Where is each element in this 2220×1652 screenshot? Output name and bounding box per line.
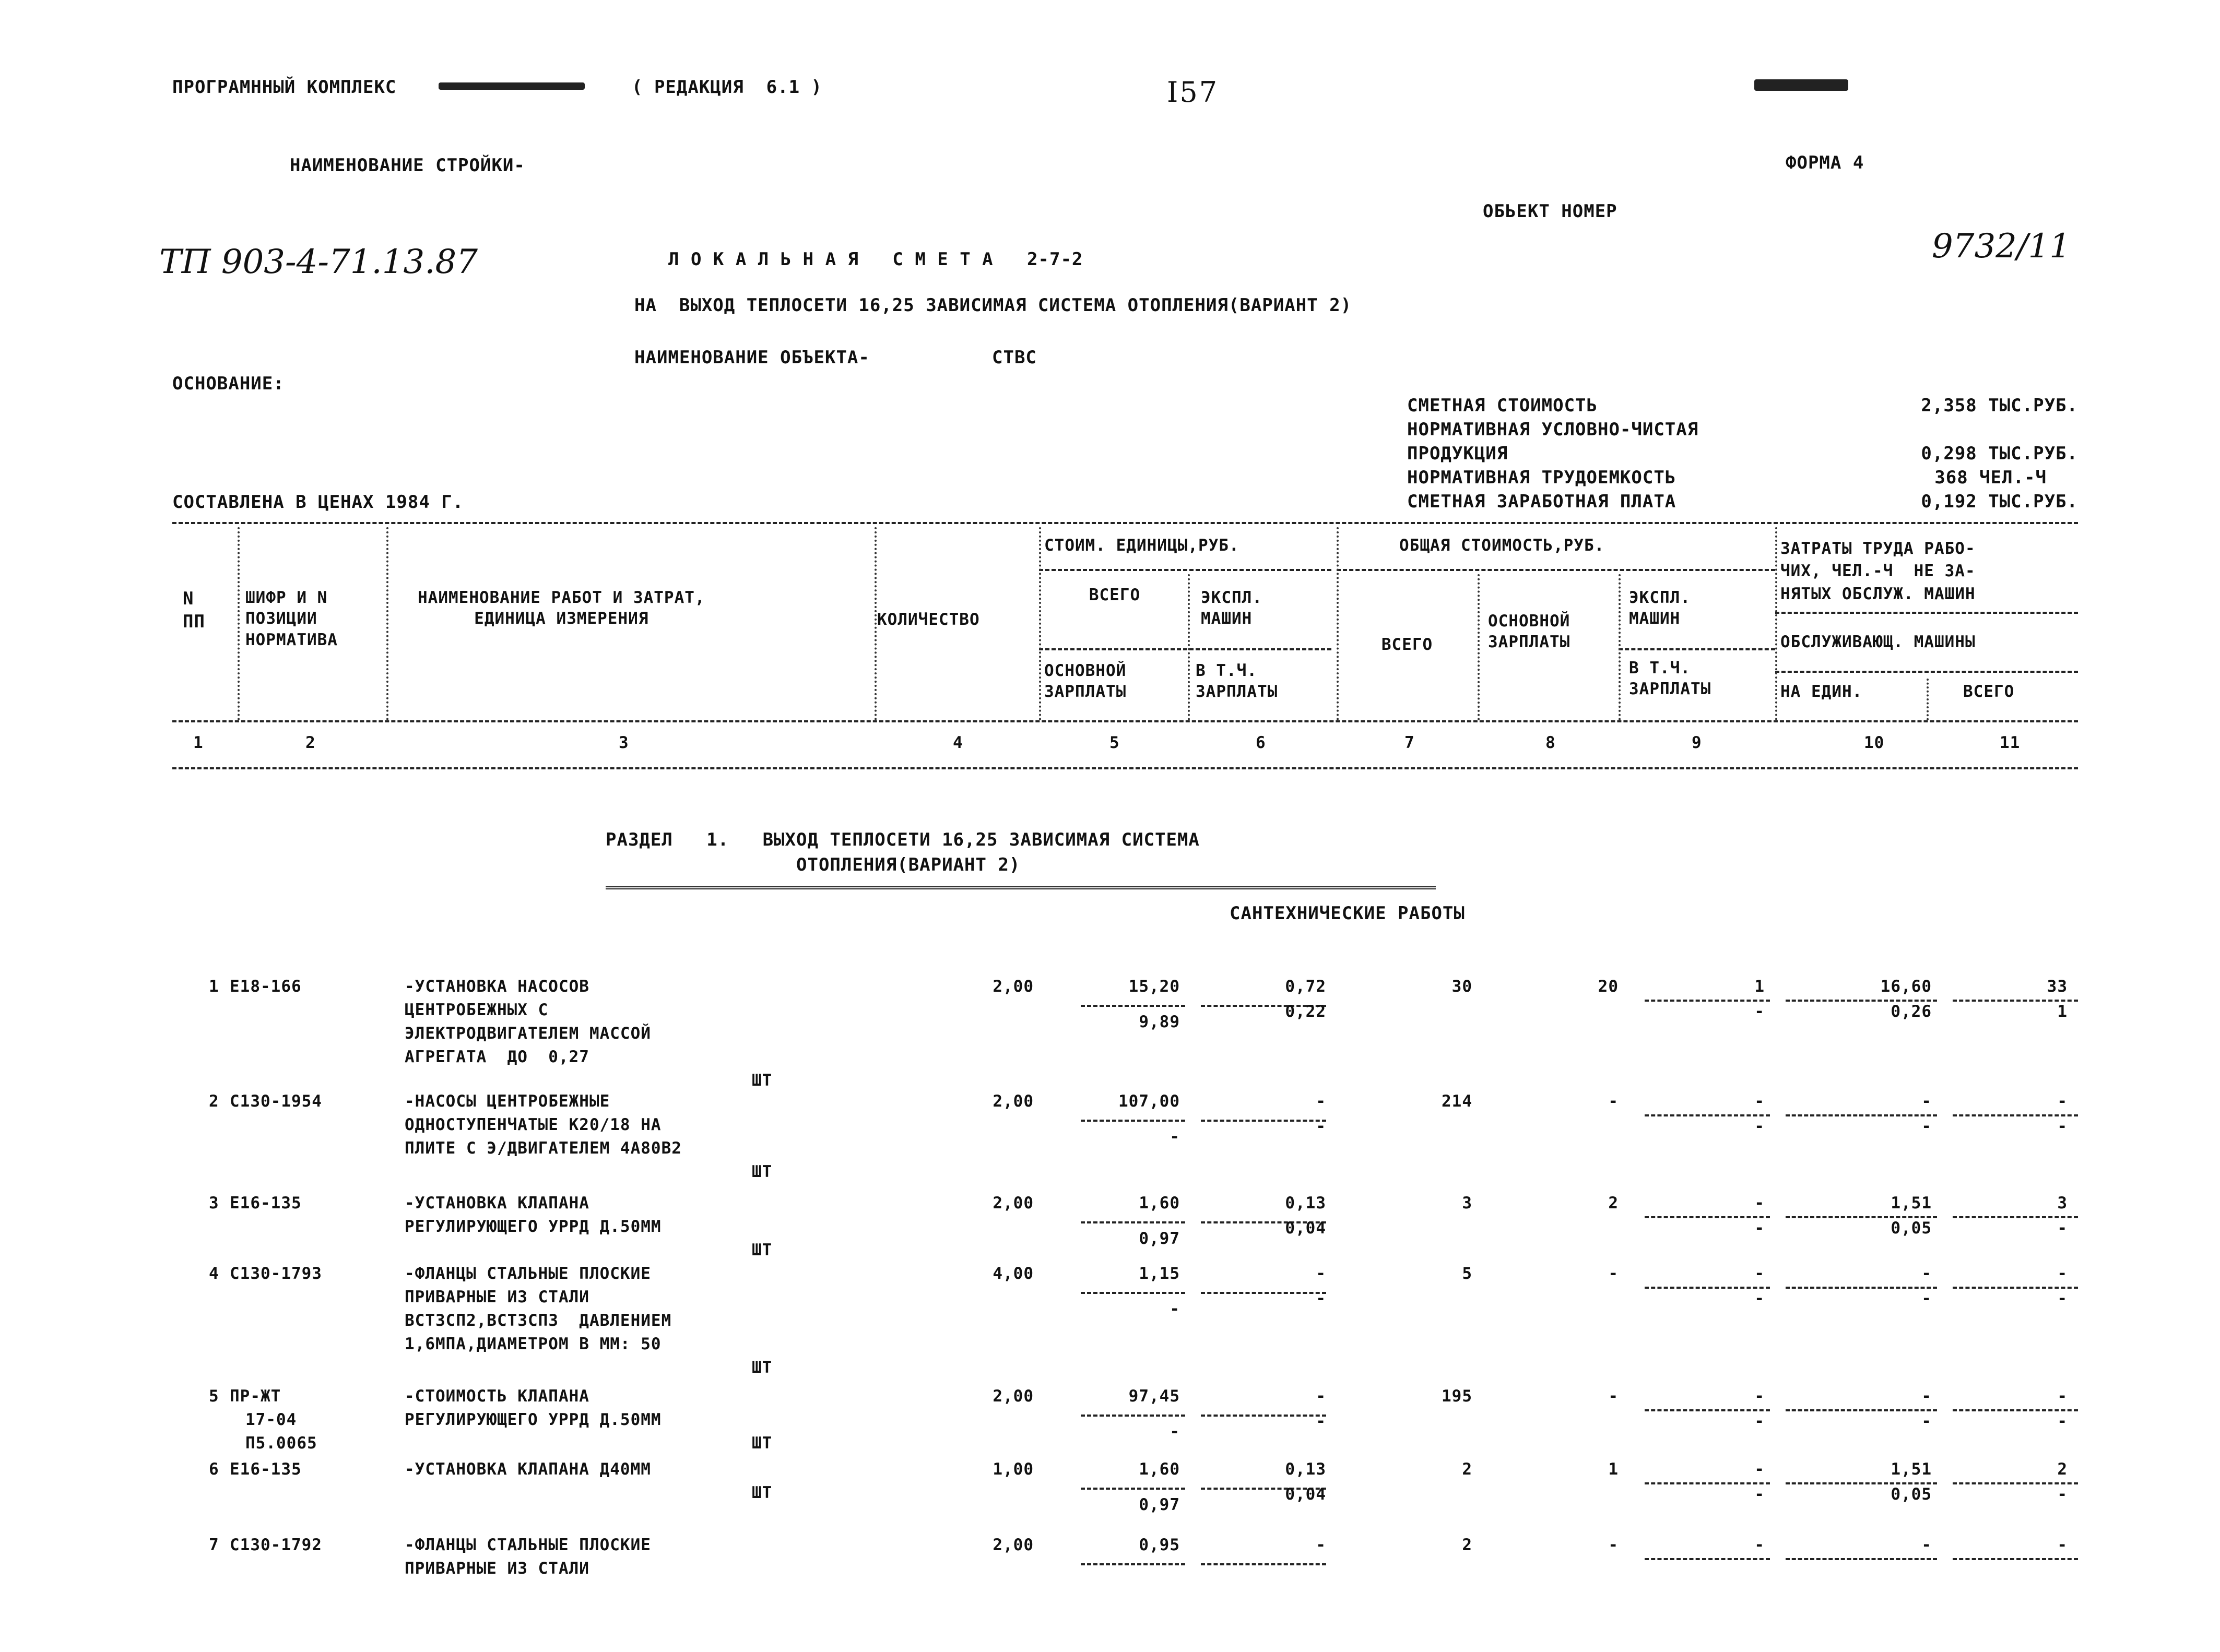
machine-wages: -: [1754, 1002, 1765, 1021]
labor-per-unit: -: [1921, 1536, 1932, 1554]
total-cost: 2: [1462, 1460, 1472, 1479]
summary-label: НОРМАТИВНАЯ ТРУДОЕМКОСТЬ: [1407, 467, 1676, 488]
column-number: 3: [619, 733, 629, 752]
labor-machines-total: 1: [2057, 1002, 2068, 1021]
norm-code: П5.0065: [245, 1434, 317, 1453]
handwritten-number: 9732/11: [1932, 227, 2071, 266]
row-number: 6: [209, 1460, 219, 1479]
site-label: НАИМЕНОВАНИЕ СТРОЙКИ-: [290, 155, 525, 176]
cell-divider: [1081, 1415, 1185, 1417]
cell-divider: [1081, 1292, 1185, 1294]
labor-per-unit: -: [1921, 1092, 1932, 1111]
unit-wages: -: [1170, 1422, 1180, 1441]
unit-label: ШТ: [752, 1162, 773, 1181]
work-name-line: -ФЛАНЦЫ СТАЛЬНЫЕ ПЛОСКИЕ: [405, 1264, 651, 1283]
labor-machines-unit: -: [1921, 1289, 1932, 1308]
cell-divider: [1081, 1221, 1185, 1223]
machine-wages: -: [1754, 1117, 1765, 1136]
object-label: ОБЬЕКТ НОМЕР: [1483, 201, 1617, 222]
column-number: 10: [1864, 733, 1885, 752]
quantity: 2,00: [993, 1387, 1034, 1406]
cell-divider: [1953, 1000, 2078, 1002]
labor-per-unit: -: [1921, 1264, 1932, 1283]
cell-divider: [1645, 1409, 1770, 1411]
work-name-line: ЦЕНТРОБЕЖНЫХ С: [405, 1001, 549, 1019]
labor-machines-total: -: [2057, 1219, 2068, 1238]
summary-label: СМЕТНАЯ СТОИМОСТЬ: [1407, 395, 1598, 416]
tp-code: ТП 903-4-71.13.87: [159, 243, 478, 281]
work-name-line: ПЛИТЕ С Э/ДВИГАТЕЛЕМ 4А80В2: [405, 1139, 682, 1158]
row-number: 2: [209, 1092, 219, 1111]
machine-cost: -: [1754, 1536, 1765, 1554]
cell-divider: [1645, 1558, 1770, 1560]
unit-label: ШТ: [752, 1241, 773, 1259]
machine-cost: -: [1754, 1387, 1765, 1406]
unit-cost-total: 0,95: [1139, 1536, 1180, 1554]
quantity: 2,00: [993, 1194, 1034, 1213]
estimate-subject: НА ВЫХОД ТЕПЛОСЕТИ 16,25 ЗАВИСИМАЯ СИСТЕМА ОТОПЛЕНИЯ(ВАРИАНТ 2): [634, 295, 1352, 316]
base-wages: 20: [1598, 977, 1619, 996]
machine-cost: -: [1754, 1264, 1765, 1283]
col-header-2: ШИФР И N ПОЗИЦИИ НОРМАТИВА: [245, 588, 338, 649]
unit-cost-machines: -: [1316, 1264, 1326, 1283]
cell-divider: [1786, 1287, 1937, 1289]
unit-cost-machines: 0,72: [1285, 977, 1326, 996]
cell-divider: [1786, 1558, 1937, 1560]
labor-total: -: [2057, 1092, 2068, 1111]
labor-machines-unit: 0,05: [1891, 1485, 1932, 1504]
norm-code: Е16-135: [230, 1194, 302, 1213]
total-cost: 3: [1462, 1194, 1472, 1213]
unit-cost-total: 107,00: [1118, 1092, 1180, 1111]
column-number: 6: [1256, 733, 1266, 752]
col-header-1: N ПП: [183, 588, 205, 633]
col-header-10: НА ЕДИН.: [1780, 682, 1863, 701]
estimate-title: Л О К А Л Ь Н А Я С М Е Т А 2-7-2: [668, 249, 1083, 270]
total-cost: 2: [1462, 1536, 1472, 1554]
section-subtitle: САНТЕХНИЧЕСКИЕ РАБОТЫ: [1230, 903, 1465, 924]
col-header-11: ВСЕГО: [1963, 682, 2015, 701]
col-header-6-bottom: В Т.Ч. ЗАРПЛАТЫ: [1196, 661, 1278, 702]
col-header-9-top: ЭКСПЛ. МАШИН: [1629, 588, 1691, 628]
column-number: 7: [1404, 733, 1415, 752]
machine-wages: -: [1754, 1412, 1765, 1431]
unit-machine-wages: 0,04: [1285, 1219, 1326, 1238]
labor-header-machines: ОБСЛУЖИВАЮЩ. МАШИНЫ: [1780, 633, 1976, 651]
unit-cost-total: 1,60: [1139, 1194, 1180, 1213]
base-wages: 1: [1608, 1460, 1619, 1479]
cell-divider: [1953, 1114, 2078, 1116]
cell-divider: [1645, 1287, 1770, 1289]
labor-total: 33: [2047, 977, 2068, 996]
labor-machines-unit: -: [1921, 1412, 1932, 1431]
column-number: 8: [1545, 733, 1556, 752]
cell-divider: [1953, 1287, 2078, 1289]
unit-label: ШТ: [752, 1483, 773, 1502]
unit-cost-machines: -: [1316, 1092, 1326, 1111]
labor-machines-total: -: [2057, 1289, 2068, 1308]
machine-cost: -: [1754, 1092, 1765, 1111]
cell-divider: [1081, 1563, 1185, 1565]
work-name-line: ЭЛЕКТРОДВИГАТЕЛЕМ МАССОЙ: [405, 1024, 651, 1043]
work-name-line: -УСТАНОВКА КЛАПАНА: [405, 1194, 589, 1213]
labor-per-unit: 1,51: [1891, 1194, 1932, 1213]
cell-divider: [1645, 1000, 1770, 1002]
column-number: 2: [305, 733, 316, 752]
redacted-mark: [439, 82, 585, 90]
labor-machines-total: -: [2057, 1412, 2068, 1431]
labor-total: -: [2057, 1536, 2068, 1554]
work-name-line: ПРИВАРНЫЕ ИЗ СТАЛИ: [405, 1559, 589, 1578]
cell-divider: [1786, 1114, 1937, 1116]
divider: [1775, 612, 2078, 614]
column-separator: [238, 527, 240, 720]
quantity: 2,00: [993, 1092, 1034, 1111]
labor-machines-total: -: [2057, 1117, 2068, 1136]
cell-divider: [1201, 1563, 1326, 1565]
col-header-6-top: ЭКСПЛ. МАШИН: [1201, 588, 1262, 628]
row-number: 5: [209, 1387, 219, 1406]
cell-divider: [1081, 1488, 1185, 1490]
norm-code: С130-1792: [230, 1536, 322, 1554]
basis-label: ОСНОВАНИЕ:: [172, 373, 285, 394]
col-header-5-bottom: ОСНОВНОЙ ЗАРПЛАТЫ: [1044, 661, 1127, 702]
base-wages: -: [1608, 1264, 1619, 1283]
col-header-7: ВСЕГО: [1381, 635, 1433, 654]
summary-value: 368 ЧЕЛ.-Ч: [1934, 467, 2047, 488]
object-name-label: НАИМЕНОВАНИЕ ОБЪЕКТА-: [634, 347, 870, 368]
section-underline: [606, 886, 1436, 889]
work-name-line: ВСТ3СП2,ВСТ3СП3 ДАВЛЕНИЕМ: [405, 1311, 672, 1330]
form-label: ФОРМА 4: [1786, 152, 1864, 173]
unit-machine-wages: 0,04: [1285, 1485, 1326, 1504]
col-header-5-top: ВСЕГО: [1089, 586, 1141, 604]
cell-divider: [1786, 1482, 1937, 1484]
machine-wages: -: [1754, 1289, 1765, 1308]
edition-label: ( РЕДАКЦИЯ 6.1 ): [632, 77, 822, 98]
work-name-line: АГРЕГАТА ДО 0,27: [405, 1048, 589, 1066]
cell-divider: [1953, 1482, 2078, 1484]
column-number: 5: [1109, 733, 1120, 752]
machine-cost: 1: [1754, 977, 1765, 996]
unit-wages: -: [1170, 1127, 1180, 1146]
cell-divider: [1953, 1558, 2078, 1560]
work-name-line: -УСТАНОВКА КЛАПАНА Д40ММ: [405, 1460, 651, 1479]
column-separator: [1337, 527, 1339, 720]
labor-total: 2: [2057, 1460, 2068, 1479]
labor-per-unit: 1,51: [1891, 1460, 1932, 1479]
work-name-line: -НАСОСЫ ЦЕНТРОБЕЖНЫЕ: [405, 1092, 610, 1111]
norm-code: Е16-135: [230, 1460, 302, 1479]
norm-code: Е18-166: [230, 977, 302, 996]
unit-label: ШТ: [752, 1071, 773, 1090]
cell-divider: [1953, 1409, 2078, 1411]
summary-value: 2,358 ТЫС.РУБ.: [1921, 395, 2078, 416]
total-cost: 30: [1451, 977, 1472, 996]
cell-divider: [1786, 1000, 1937, 1002]
col-header-8: ОСНОВНОЙ ЗАРПЛАТЫ: [1488, 612, 1570, 652]
unit-machine-wages: -: [1316, 1289, 1326, 1308]
divider: [172, 522, 2078, 524]
column-separator: [1619, 574, 1621, 720]
unit-cost-machines: 0,13: [1285, 1194, 1326, 1213]
quantity: 2,00: [993, 1536, 1034, 1554]
base-wages: -: [1608, 1092, 1619, 1111]
cell-divider: [1645, 1114, 1770, 1116]
section-title: РАЗДЕЛ 1. ВЫХОД ТЕПЛОСЕТИ 16,25 ЗАВИСИМАЯ СИСТЕМА: [606, 829, 1200, 850]
summary-label: НОРМАТИВНАЯ УСЛОВНО-ЧИСТАЯ: [1407, 419, 1699, 440]
work-name-line: РЕГУЛИРУЮЩЕГО УРРД Д.50ММ: [405, 1410, 662, 1429]
column-separator: [1188, 574, 1190, 720]
norm-code: С130-1793: [230, 1264, 322, 1283]
cell-divider: [1786, 1409, 1937, 1411]
unit-machine-wages: -: [1316, 1117, 1326, 1136]
unit-wages: 0,97: [1139, 1229, 1180, 1248]
unit-cost-total: 15,20: [1128, 977, 1180, 996]
col-header-9-bottom: В Т.Ч. ЗАРПЛАТЫ: [1629, 659, 1711, 699]
unit-wages: -: [1170, 1300, 1180, 1318]
norm-code: ПР-ЖТ: [230, 1387, 281, 1406]
column-separator: [1927, 679, 1929, 720]
column-number: 9: [1692, 733, 1702, 752]
work-name-line: РЕГУЛИРУЮЩЕГО УРРД Д.50ММ: [405, 1217, 662, 1236]
object-name: СТВС: [992, 347, 1037, 368]
labor-header: ЗАТРАТЫ ТРУДА РАБО- ЧИХ, ЧЕЛ.-Ч НЕ ЗА- НЯТЫХ ОБСЛУЖ. МАШИН: [1780, 539, 1976, 603]
divider: [1039, 569, 1331, 571]
divider: [1039, 648, 1331, 650]
column-number: 11: [2000, 733, 2021, 752]
work-name-line: -ФЛАНЦЫ СТАЛЬНЫЕ ПЛОСКИЕ: [405, 1536, 651, 1554]
summary-value: 0,298 ТЫС.РУБ.: [1921, 443, 2078, 464]
labor-machines-unit: 0,26: [1891, 1002, 1932, 1021]
machine-wages: -: [1754, 1485, 1765, 1504]
base-wages: -: [1608, 1536, 1619, 1554]
divider: [172, 767, 2078, 769]
unit-machine-wages: 0,22: [1285, 1002, 1326, 1021]
unit-cost-total: 1,15: [1139, 1264, 1180, 1283]
column-separator: [1039, 527, 1041, 720]
total-cost-header: ОБЩАЯ СТОИМОСТЬ,РУБ.: [1399, 536, 1605, 555]
row-number: 1: [209, 977, 219, 996]
stamp-mark: [1754, 79, 1848, 91]
unit-cost-header: СТОИМ. ЕДИНИЦЫ,РУБ.: [1044, 536, 1239, 555]
unit-cost-total: 1,60: [1139, 1460, 1180, 1479]
cell-divider: [1786, 1216, 1937, 1218]
quantity: 2,00: [993, 977, 1034, 996]
work-name-line: -УСТАНОВКА НАСОСОВ: [405, 977, 589, 996]
labor-machines-total: -: [2057, 1485, 2068, 1504]
cell-divider: [1081, 1005, 1185, 1007]
work-name-line: 1,6МПА,ДИАМЕТРОМ В ММ: 50: [405, 1335, 662, 1353]
labor-per-unit: 16,60: [1880, 977, 1932, 996]
base-wages: -: [1608, 1387, 1619, 1406]
machine-cost: -: [1754, 1460, 1765, 1479]
labor-machines-unit: 0,05: [1891, 1219, 1932, 1238]
col-header-3: НАИМЕНОВАНИЕ РАБОТ И ЗАТРАТ, ЕДИНИЦА ИЗМЕРЕНИЯ: [418, 588, 705, 628]
summary-label: ПРОДУКЦИЯ: [1407, 443, 1508, 464]
section-title-cont: ОТОПЛЕНИЯ(ВАРИАНТ 2): [796, 854, 1021, 875]
row-number: 3: [209, 1194, 219, 1213]
summary-value: 0,192 ТЫС.РУБ.: [1921, 491, 2078, 512]
machine-wages: -: [1754, 1219, 1765, 1238]
divider: [1337, 569, 1775, 571]
summary-label: СМЕТНАЯ ЗАРАБОТНАЯ ПЛАТА: [1407, 491, 1676, 512]
norm-code: 17-04: [245, 1410, 297, 1429]
unit-wages: 9,89: [1139, 1013, 1180, 1031]
page-number: I57: [1167, 76, 1219, 109]
work-name-line: ПРИВАРНЫЕ ИЗ СТАЛИ: [405, 1288, 589, 1306]
labor-machines-unit: -: [1921, 1117, 1932, 1136]
column-separator: [1775, 527, 1777, 720]
total-cost: 195: [1442, 1387, 1472, 1406]
divider: [1619, 648, 1775, 650]
divider: [1775, 671, 2078, 673]
work-name-line: -СТОИМОСТЬ КЛАПАНА: [405, 1387, 589, 1406]
unit-label: ШТ: [752, 1358, 773, 1377]
column-separator: [1478, 574, 1480, 720]
labor-total: -: [2057, 1387, 2068, 1406]
unit-cost-machines: -: [1316, 1387, 1326, 1406]
total-cost: 5: [1462, 1264, 1472, 1283]
machine-cost: -: [1754, 1194, 1765, 1213]
cell-divider: [1645, 1216, 1770, 1218]
column-separator: [386, 527, 388, 720]
divider: [172, 720, 2078, 722]
unit-cost-machines: 0,13: [1285, 1460, 1326, 1479]
unit-cost-total: 97,45: [1128, 1387, 1180, 1406]
labor-total: -: [2057, 1264, 2068, 1283]
column-number: 4: [953, 733, 963, 752]
cell-divider: [1081, 1120, 1185, 1122]
unit-wages: 0,97: [1139, 1495, 1180, 1514]
prices-label: СОСТАВЛЕНА В ЦЕНАХ 1984 Г.: [172, 492, 464, 513]
quantity: 1,00: [993, 1460, 1034, 1479]
total-cost: 214: [1442, 1092, 1472, 1111]
unit-label: ШТ: [752, 1434, 773, 1453]
row-number: 4: [209, 1264, 219, 1283]
quantity: 4,00: [993, 1264, 1034, 1283]
work-name-line: ОДНОСТУПЕНЧАТЫЕ К20/18 НА: [405, 1115, 662, 1134]
column-number: 1: [193, 733, 204, 752]
row-number: 7: [209, 1536, 219, 1554]
column-separator: [875, 527, 877, 720]
unit-cost-machines: -: [1316, 1536, 1326, 1554]
unit-machine-wages: -: [1316, 1412, 1326, 1431]
cell-divider: [1645, 1482, 1770, 1484]
base-wages: 2: [1608, 1194, 1619, 1213]
program-name: ПРОГРАМННЫЙ КОМПЛЕКС: [172, 77, 397, 98]
norm-code: С130-1954: [230, 1092, 322, 1111]
labor-per-unit: -: [1921, 1387, 1932, 1406]
labor-total: 3: [2057, 1194, 2068, 1213]
cell-divider: [1953, 1216, 2078, 1218]
col-header-4: КОЛИЧЕСТВО: [877, 610, 980, 629]
